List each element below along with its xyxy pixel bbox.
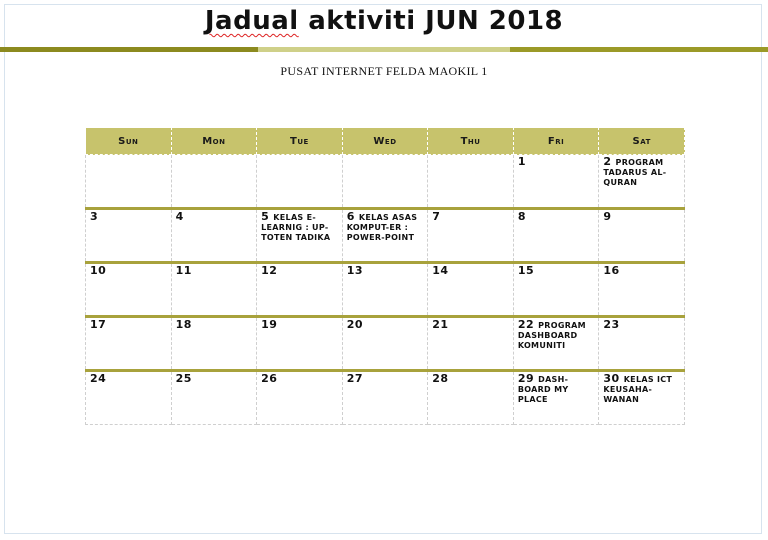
- day-cell: [513, 371, 599, 425]
- title-word-jadual: Jadual: [204, 6, 299, 36]
- day-number: 23: [603, 318, 620, 331]
- title-rule-middle: [258, 47, 510, 52]
- day-number: 14: [432, 264, 449, 277]
- day-cell: [342, 263, 428, 317]
- day-number: 22: [517, 318, 535, 331]
- weekday-header-sun: Sun: [86, 128, 172, 155]
- day-number: 26: [261, 372, 278, 385]
- event-text: KELAS E-LEARNIG : UP-TOTEN TADIKA: [261, 213, 331, 242]
- week-row: [86, 263, 685, 317]
- day-cell: [513, 263, 599, 317]
- week-row: [86, 209, 685, 263]
- day-cell: [257, 155, 343, 209]
- weekday-header-tue: Tue: [257, 128, 343, 155]
- day-number: 30: [603, 372, 620, 385]
- day-cell: [342, 209, 428, 263]
- weekday-header-wed: Wed: [342, 128, 428, 155]
- week-row: [86, 371, 685, 425]
- day-number: 17: [90, 318, 107, 331]
- title-rule-right: [510, 47, 768, 52]
- day-number: 27: [346, 372, 363, 385]
- day-number: 2: [603, 155, 612, 168]
- calendar-header-row: [86, 128, 685, 155]
- day-cell: [171, 263, 257, 317]
- day-number: 24: [90, 372, 107, 385]
- day-cell: [599, 317, 685, 371]
- day-number: 13: [346, 264, 363, 277]
- day-cell: [428, 371, 514, 425]
- weekday-header-mon: Mon: [171, 128, 257, 155]
- day-number: 4: [175, 210, 184, 223]
- day-number: 7: [432, 210, 441, 223]
- day-number: 1: [517, 155, 526, 168]
- day-cell: [257, 371, 343, 425]
- day-cell: [257, 317, 343, 371]
- day-cell: [428, 317, 514, 371]
- day-cell: [171, 155, 257, 209]
- page-subtitle: PUSAT INTERNET FELDA MAOKIL 1: [280, 64, 488, 78]
- event-text: PROGRAM DASHBOARD KOMUNITI: [517, 321, 586, 350]
- weekday-header-sat: Sat: [599, 128, 685, 155]
- day-number: 8: [517, 210, 526, 223]
- week-row: [86, 317, 685, 371]
- day-number: 6: [346, 210, 355, 223]
- day-cell: [428, 209, 514, 263]
- day-cell: [599, 209, 685, 263]
- day-number: 12: [261, 264, 278, 277]
- day-cell: [342, 371, 428, 425]
- event-text: KELAS ICT KEUSAHA-WANAN: [603, 375, 673, 404]
- day-cell: [86, 155, 172, 209]
- day-cell: [86, 317, 172, 371]
- week-row: [86, 155, 685, 209]
- title-rest: aktiviti JUN 2018: [308, 6, 564, 36]
- day-number: 29: [517, 372, 535, 385]
- day-cell: [171, 317, 257, 371]
- day-cell: [513, 155, 599, 209]
- day-cell: [257, 209, 343, 263]
- day-number: 15: [517, 264, 535, 277]
- event-text: PROGRAM TADARUS AL-QURAN: [603, 158, 667, 187]
- calendar-table: [85, 127, 685, 425]
- day-cell: [171, 209, 257, 263]
- day-cell: [86, 263, 172, 317]
- day-number: 16: [603, 264, 620, 277]
- day-cell: [599, 155, 685, 209]
- day-number: 18: [175, 318, 192, 331]
- day-number: 21: [432, 318, 449, 331]
- day-cell: [86, 371, 172, 425]
- day-cell: [86, 209, 172, 263]
- day-cell: [257, 263, 343, 317]
- event-text: DASH-BOARD MY PLACE: [517, 375, 569, 404]
- day-cell: [428, 263, 514, 317]
- calendar-body: [86, 155, 685, 425]
- page-title: [0, 6, 768, 36]
- day-cell: [342, 317, 428, 371]
- day-number: 3: [90, 210, 99, 223]
- day-number: 28: [432, 372, 449, 385]
- day-number: 20: [346, 318, 363, 331]
- day-number: 11: [175, 264, 192, 277]
- day-cell: [342, 155, 428, 209]
- day-number: 5: [261, 210, 270, 223]
- day-cell: [513, 209, 599, 263]
- day-cell: [171, 371, 257, 425]
- title-rule-left: [0, 47, 258, 52]
- day-cell: [513, 317, 599, 371]
- day-cell: [599, 371, 685, 425]
- event-text: KELAS ASAS KOMPUT-ER : POWER-POINT: [346, 213, 418, 242]
- day-number: 25: [175, 372, 192, 385]
- day-number: 19: [261, 318, 278, 331]
- day-cell: [599, 263, 685, 317]
- day-number: 10: [90, 264, 107, 277]
- day-cell: [428, 155, 514, 209]
- weekday-header-thu: Thu: [428, 128, 514, 155]
- day-number: 9: [603, 210, 612, 223]
- weekday-header-fri: Fri: [513, 128, 599, 155]
